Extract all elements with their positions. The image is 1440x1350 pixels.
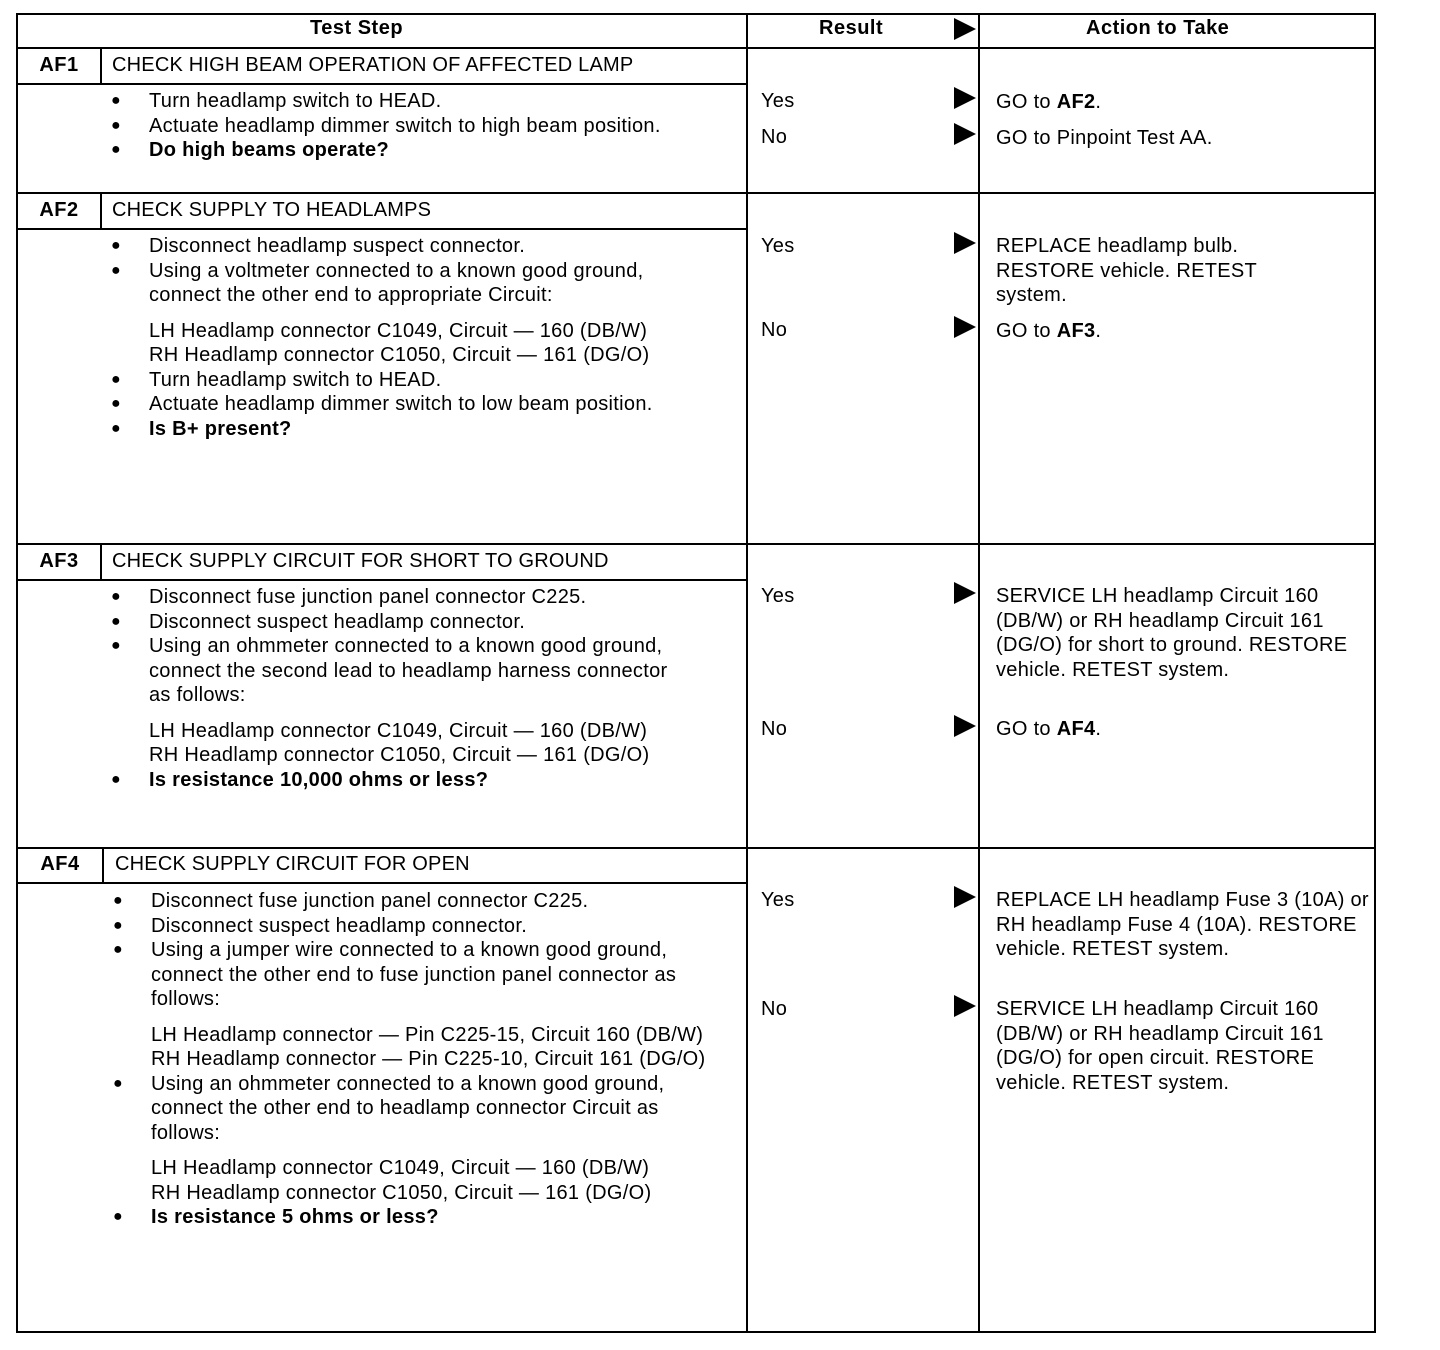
result-arrow-icon xyxy=(954,123,976,145)
action-text: REPLACE LH headlamp Fuse 3 (10A) or RH headlamp Fuse 4 (10A). RESTORE vehicle. RETEST system. xyxy=(996,889,1369,960)
step-title: CHECK SUPPLY TO HEADLAMPS xyxy=(112,199,432,221)
instruction-subitem: LH Headlamp connector — Pin C225-15, Circuit 160 (DB/W) xyxy=(151,1023,704,1046)
step-code: AF3 xyxy=(39,550,79,572)
result-arrow-icon xyxy=(954,886,976,908)
instruction-item: ● Using a jumper wire connected to a known good ground, connect the other end to fuse junction panel connector as follows: xyxy=(151,938,731,1012)
column-divider-result xyxy=(746,13,748,1333)
instruction-item: ● Using a voltmeter connected to a known good ground, connect the other end to appropriate Circuit: xyxy=(149,259,674,308)
action-text: GO to AF2. xyxy=(996,91,1102,113)
instruction-item: ● Using an ohmmeter connected to a known good ground, connect the second lead to headlamp harness connector as follows: xyxy=(149,634,689,708)
instruction-item: ● Disconnect suspect headlamp connector. xyxy=(149,610,689,635)
result-arrow-icon xyxy=(954,715,976,737)
instruction-item: ● Turn headlamp switch to HEAD. xyxy=(149,89,709,114)
result-yes: Yes xyxy=(761,90,795,112)
result-no: No xyxy=(761,126,788,148)
result-no: No xyxy=(761,998,788,1020)
code-cell-divider-af3 xyxy=(100,543,102,580)
table-border-bottom xyxy=(16,1331,1376,1333)
header-result: Result xyxy=(819,17,884,39)
result-yes: Yes xyxy=(761,235,795,257)
diagnostic-table xyxy=(16,13,1376,1333)
action-text: GO to Pinpoint Test AA. xyxy=(996,127,1213,149)
instruction-subitem: LH Headlamp connector C1049, Circuit — 160 (DB/W) xyxy=(151,1157,650,1179)
instruction-subitem: LH Headlamp connector C1049, Circuit — 160 (DB/W) xyxy=(149,319,648,342)
instruction-question: ● Is resistance 10,000 ohms or less? xyxy=(149,768,689,793)
step-instructions xyxy=(149,89,709,163)
action-text: GO to AF4. xyxy=(996,718,1102,740)
instruction-question: ● Is B+ present? xyxy=(149,417,674,442)
instruction-subitem: LH Headlamp connector C1049, Circuit — 160 (DB/W) xyxy=(149,719,648,742)
row-divider-af2 xyxy=(16,192,1376,194)
step-instructions xyxy=(149,585,689,792)
row-divider-af3 xyxy=(16,543,1376,545)
step-code: AF2 xyxy=(39,199,79,221)
code-cell-divider-af1 xyxy=(100,47,102,84)
result-yes: Yes xyxy=(761,889,795,911)
row-divider-af4 xyxy=(16,847,1376,849)
title-rule-af2 xyxy=(16,228,748,230)
instruction-item: ● Disconnect fuse junction panel connector C225. xyxy=(149,585,689,610)
instruction-subitem: RH Headlamp connector C1050, Circuit — 161 (DG/O) xyxy=(149,744,650,766)
action-text: REPLACE headlamp bulb. RESTORE vehicle. RETEST system. xyxy=(996,235,1257,306)
instruction-item: ● Turn headlamp switch to HEAD. xyxy=(149,368,674,393)
action-text: SERVICE LH headlamp Circuit 160 (DB/W) or RH headlamp Circuit 161 (DG/O) for open circuit. RESTORE vehicle. RETEST system. xyxy=(996,998,1324,1094)
code-cell-divider-af4 xyxy=(102,847,104,883)
action-text: SERVICE LH headlamp Circuit 160 (DB/W) or RH headlamp Circuit 161 (DG/O) for short to ground. RESTORE vehicle. RETEST system. xyxy=(996,585,1348,681)
result-yes: Yes xyxy=(761,585,795,607)
header-test-step: Test Step xyxy=(310,17,404,39)
result-no: No xyxy=(761,319,788,341)
table-border-right xyxy=(1374,13,1376,1333)
instruction-item: ● Disconnect suspect headlamp connector. xyxy=(151,914,731,939)
instruction-item: ● Actuate headlamp dimmer switch to low beam position. xyxy=(149,392,674,417)
header-arrow-icon xyxy=(954,18,976,40)
instruction-subitem: RH Headlamp connector — Pin C225-10, Circuit 161 (DG/O) xyxy=(151,1048,706,1070)
header-divider xyxy=(16,47,1376,49)
header-action: Action to Take xyxy=(1086,17,1230,39)
code-cell-divider-af2 xyxy=(100,192,102,229)
title-rule-af1 xyxy=(16,83,748,85)
instruction-item: ● Using an ohmmeter connected to a known good ground, connect the other end to headlamp connector Circuit as follows: xyxy=(151,1072,731,1146)
table-border-top xyxy=(16,13,1376,15)
instruction-item: ● Actuate headlamp dimmer switch to high beam position. xyxy=(149,114,709,139)
step-instructions xyxy=(151,889,731,1230)
action-text: GO to AF3. xyxy=(996,320,1102,342)
instruction-item: ● Disconnect headlamp suspect connector. xyxy=(149,234,674,259)
result-arrow-icon xyxy=(954,87,976,109)
step-code: AF1 xyxy=(39,54,79,76)
instruction-item: ● Disconnect fuse junction panel connector C225. xyxy=(151,889,731,914)
instruction-subitem: RH Headlamp connector C1050, Circuit — 161 (DG/O) xyxy=(151,1181,652,1204)
result-no: No xyxy=(761,718,788,740)
step-instructions xyxy=(149,234,674,441)
step-title: CHECK SUPPLY CIRCUIT FOR SHORT TO GROUND xyxy=(112,550,609,572)
instruction-question: ● Do high beams operate? xyxy=(149,138,709,163)
result-arrow-icon xyxy=(954,232,976,254)
step-code: AF4 xyxy=(40,853,80,875)
result-arrow-icon xyxy=(954,582,976,604)
result-arrow-icon xyxy=(954,316,976,338)
instruction-question: ● Is resistance 5 ohms or less? xyxy=(151,1205,731,1230)
step-title: CHECK HIGH BEAM OPERATION OF AFFECTED LAMP xyxy=(112,54,634,76)
result-arrow-icon xyxy=(954,995,976,1017)
column-divider-action xyxy=(978,13,980,1333)
instruction-subitem: RH Headlamp connector C1050, Circuit — 161 (DG/O) xyxy=(149,344,650,366)
title-rule-af4 xyxy=(16,882,748,884)
title-rule-af3 xyxy=(16,579,748,581)
step-title: CHECK SUPPLY CIRCUIT FOR OPEN xyxy=(115,853,470,875)
